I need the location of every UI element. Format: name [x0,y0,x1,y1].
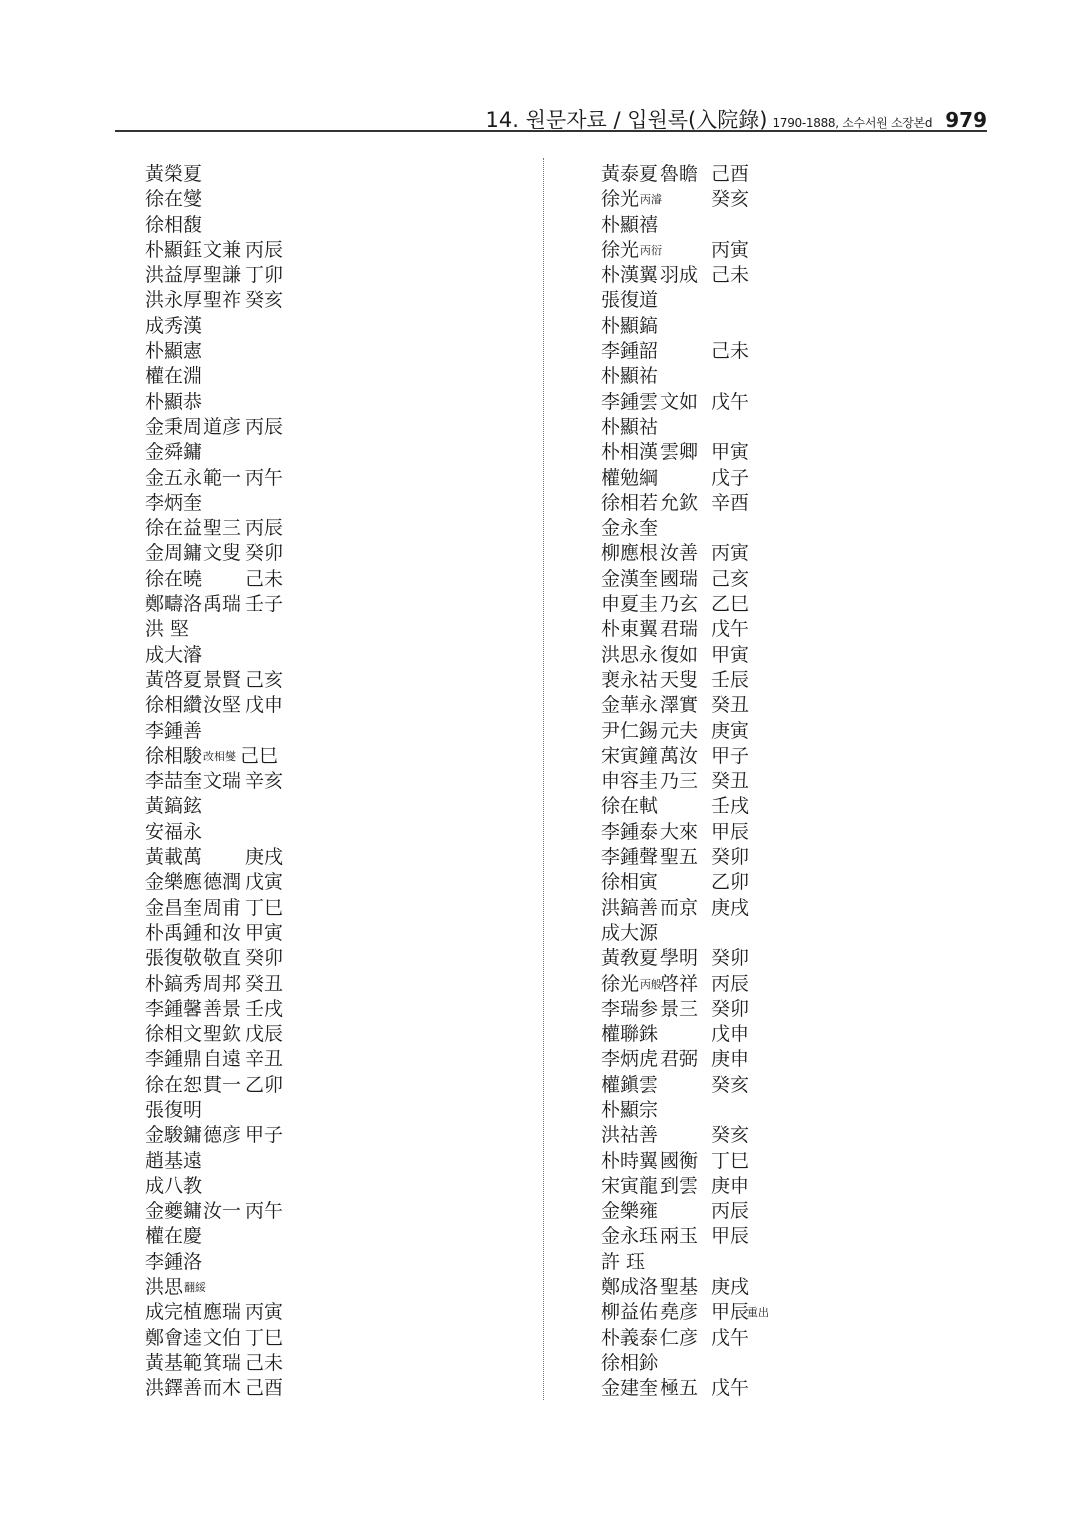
entry-year: 丁巳 [245,1326,284,1349]
entry-name: 朴顯祐 [601,365,659,388]
entry-courtesy-name: 文伯 [203,1326,242,1349]
entry-courtesy-name: 極五 [660,1377,699,1400]
entry-name: 鄭疇洛 [145,593,203,616]
entry-name: 李炳虎 [601,1048,659,1071]
entry-year: 丙寅 [711,542,750,565]
entry-year: 壬子 [245,593,284,616]
entry-name: 李炳奎 [145,491,203,514]
entry-name: 朴顯鈺 [145,238,203,261]
entry-name: 徐相鉩 [601,1351,659,1374]
entry-courtesy-name: 德潤 [203,871,242,894]
entry-year: 己未 [245,567,284,590]
entry-name: 金永珏 [601,1225,659,1248]
entry-year: 甲辰 [711,1225,750,1248]
entry-name: 朴東翼 [601,618,659,641]
entry-name: 徐在恕 [145,1073,203,1096]
entry-name: 張復敬 [145,947,203,970]
entry-name: 黃啓夏 [145,668,203,691]
entry-courtesy-name: 文瑞 [203,770,242,793]
entry-name: 金五永 [145,466,203,489]
entry-name: 金樂應 [145,871,203,894]
entry-year: 癸卯 [711,947,750,970]
entry-year: 甲寅 [711,643,750,666]
entry-note: 翻綏 [184,1281,206,1295]
entry-courtesy-name: 堯彦 [660,1301,699,1324]
entry-courtesy-name: 而京 [660,896,699,919]
entry-year: 癸亥 [711,188,750,211]
entry-name: 李鍾雲 [601,390,659,413]
entry-courtesy-name: 周邦 [203,972,242,995]
entry-year: 戊申 [711,1023,750,1046]
entry-year: 戊申 [245,694,284,717]
entry-name: 黃榮夏 [145,163,203,185]
entry-name: 洪鎬善 [601,896,659,919]
entry-year: 癸卯 [245,542,284,565]
entry-year: 癸丑 [711,770,750,793]
entry-name: 金永奎 [601,517,659,540]
entry-name: 李鍾聲 [601,846,659,869]
entry-year: 丙午 [245,1200,284,1223]
entry-courtesy-name: 禹瑞 [203,593,242,616]
entry-courtesy-name: 聖祚 [203,289,242,312]
running-header [115,104,987,132]
entry-year: 戊午 [711,1326,750,1349]
entry-courtesy-name: 到雲 [660,1174,699,1197]
entry-year: 己未 [711,264,750,287]
entry-courtesy-name: 學明 [660,947,699,970]
entry-name: 柳益佑 [601,1301,659,1324]
entry-name: 朴顯憲 [145,340,203,363]
entry-year: 戊午 [711,1377,750,1400]
entry-name: 徐相文 [145,1023,203,1046]
entry-name: 朴鎬秀 [145,972,203,995]
entry-year: 己未 [245,1351,284,1374]
entry-courtesy-name: 魯瞻 [660,163,699,185]
column-divider [543,158,544,1400]
entry-courtesy-name: 聖五 [660,846,699,869]
entry-name: 黃敎夏 [601,947,659,970]
entry-year: 癸卯 [245,947,284,970]
entry-courtesy-name: 和汝 [203,921,242,944]
entry-name: 宋寅鐘 [601,744,659,767]
entry-year: 甲子 [245,1124,284,1147]
entry-year: 庚戌 [711,896,750,919]
entry-note: 丙濬 [640,193,662,207]
entry-name: 洪思永 [601,643,659,666]
page-number: 979 [945,108,987,132]
entry-courtesy-name: 汝堅 [203,694,242,717]
entry-name: 裵永祜 [601,668,659,691]
entry-courtesy-name: 而木 [203,1377,242,1400]
entry-courtesy-name: 汝一 [203,1200,242,1223]
entry-name: 申夏圭 [601,593,659,616]
entry-name: 金華永 [601,694,659,717]
entry-year: 己亥 [245,668,284,691]
entry-name: 李瑞参 [601,997,659,1020]
entry-year: 辛亥 [245,770,284,793]
entry-year: 癸卯 [711,997,750,1020]
entry-name: 成八教 [145,1174,203,1197]
entry-name: 尹仁錫 [601,719,659,742]
entry-year: 丁巳 [711,1149,750,1172]
entry-courtesy-name: 大來 [660,820,699,843]
section-title: 14. 원문자료 / 입원록(入院錄) [485,108,768,132]
entry-courtesy-name: 道彦 [203,415,242,438]
entry-name: 洪思 [145,1276,184,1299]
entry-name: 徐在曉 [145,567,203,590]
entry-year: 戊辰 [245,1023,284,1046]
entry-courtesy-name: 汝善 [660,542,699,565]
entry-courtesy-name: 天叟 [660,668,699,691]
entry-year: 乙卯 [711,871,750,894]
entry-courtesy-name: 範一 [203,466,242,489]
header-range: 1790-1888, 소수서원 소장본d [772,116,933,130]
entry-note: 改相燮 [203,749,236,763]
entry-year: 丙寅 [245,1301,284,1324]
entry-year: 辛丑 [245,1048,284,1071]
entry-courtesy-name: 澤實 [660,694,699,717]
entry-note: 重出 [747,1306,769,1320]
entry-year: 癸丑 [245,972,284,995]
entry-courtesy-name: 景賢 [203,668,242,691]
entry-year: 甲辰 [711,820,750,843]
entry-year: 丙辰 [245,517,284,540]
entry-year: 庚寅 [711,719,750,742]
entry-year: 己酉 [245,1377,284,1400]
entry-year: 丙辰 [245,238,284,261]
entry-courtesy-name: 復如 [660,643,699,666]
entry-courtesy-name: 允欽 [660,491,699,514]
entry-courtesy-name: 聖謙 [203,264,242,287]
entry-name: 金樂雍 [601,1200,659,1223]
entry-name: 徐光 [601,972,640,995]
entry-name: 洪 堅 [145,618,190,641]
entry-year: 壬辰 [711,668,750,691]
entry-courtesy-name: 自遠 [203,1048,242,1071]
entry-year: 乙巳 [711,593,750,616]
entry-year: 辛酉 [711,491,750,514]
entry-name: 徐光 [601,188,640,211]
entry-year: 甲子 [711,744,750,767]
entry-name: 安福永 [145,820,203,843]
entry-courtesy-name: 聖三 [203,517,242,540]
entry-name: 成大源 [601,921,659,944]
entry-name: 李鍾泰 [601,820,659,843]
entry-name: 李喆奎 [145,770,203,793]
entry-courtesy-name: 雲卿 [660,441,699,464]
entry-year: 壬戌 [245,997,284,1020]
entry-year: 戊午 [711,618,750,641]
entry-note: 丙衍 [640,243,662,257]
entry-name: 金夔鏞 [145,1200,203,1223]
entry-name: 鄭成洛 [601,1276,659,1299]
entry-name: 金舜鏞 [145,441,203,464]
entry-name: 徐相寅 [601,871,659,894]
entry-name: 成秀漢 [145,314,203,337]
entry-name: 黃鎬鉉 [145,795,203,818]
entry-name: 徐在益 [145,517,203,540]
entry-year: 丁卯 [245,264,284,287]
entry-year: 戊寅 [245,871,284,894]
entry-year: 丙辰 [245,415,284,438]
entry-name: 權聯銖 [601,1023,659,1046]
entry-name: 趙基遠 [145,1149,203,1172]
entry-courtesy-name: 仁彦 [660,1326,699,1349]
entry-name: 權在慶 [145,1225,203,1248]
entry-name: 黃泰夏 [601,163,659,185]
entry-year: 甲辰 [711,1301,750,1324]
entry-courtesy-name: 文如 [660,390,699,413]
entry-name: 徐相馥 [145,213,203,236]
entry-name: 朴顯禧 [601,213,659,236]
entry-year: 己亥 [711,567,750,590]
entry-year: 壬戌 [711,795,750,818]
entry-note: 丙般 [640,977,662,991]
entry-year: 癸卯 [711,846,750,869]
entry-name: 朴義泰 [601,1326,659,1349]
entry-name: 張復明 [145,1098,203,1121]
entry-name: 洪鐸善 [145,1377,203,1400]
entry-name: 黃載萬 [145,846,203,869]
entry-name: 徐相若 [601,491,659,514]
entry-name: 徐光 [601,238,640,261]
entry-name: 李鍾韶 [601,340,659,363]
entry-name: 洪永厚 [145,289,203,312]
entry-year: 癸亥 [711,1073,750,1096]
entry-name: 李鍾善 [145,719,203,742]
entry-year: 丙辰 [711,1200,750,1223]
entry-name: 權勉綱 [601,466,659,489]
entry-name: 朴顯宗 [601,1098,659,1121]
entry-year: 戊子 [711,466,750,489]
entry-name: 朴相漢 [601,441,659,464]
entry-courtesy-name: 應瑞 [203,1301,242,1324]
entry-name: 李鍾洛 [145,1250,203,1273]
entry-year: 己酉 [711,163,750,185]
entry-year: 庚戌 [711,1276,750,1299]
entry-name: 權在淵 [145,365,203,388]
entry-year: 庚申 [711,1048,750,1071]
entry-year: 癸亥 [245,289,284,312]
entry-name: 朴顯鎬 [601,314,659,337]
entry-year: 癸亥 [711,1124,750,1147]
entry-courtesy-name: 德彦 [203,1124,242,1147]
entry-name: 徐相駿 [145,744,203,767]
entry-courtesy-name: 兩玉 [660,1225,699,1248]
entry-courtesy-name: 國衡 [660,1149,699,1172]
entry-name: 洪祜善 [601,1124,659,1147]
entry-name: 成大濬 [145,643,203,666]
entry-courtesy-name: 國瑞 [660,567,699,590]
entry-name: 徐在軾 [601,795,659,818]
entry-courtesy-name: 箕瑞 [203,1351,242,1374]
entry-name: 宋寅龍 [601,1174,659,1197]
entry-year: 丙午 [245,466,284,489]
entry-courtesy-name: 元夫 [660,719,699,742]
entry-name: 成完植 [145,1301,203,1324]
entry-name: 洪益厚 [145,264,203,287]
entry-name: 朴漢翼 [601,264,659,287]
entry-name: 金漢奎 [601,567,659,590]
entry-year: 己未 [711,340,750,363]
entry-name: 權鎭雲 [601,1073,659,1096]
entry-name: 許 珏 [601,1250,646,1273]
entry-name: 徐在燮 [145,188,203,211]
entry-courtesy-name: 景三 [660,997,699,1020]
entry-courtesy-name: 貫一 [203,1073,242,1096]
entry-courtesy-name: 君瑞 [660,618,699,641]
entry-name: 李鍾鼎 [145,1048,203,1071]
entry-courtesy-name: 乃玄 [660,593,699,616]
entry-courtesy-name: 乃三 [660,770,699,793]
entry-year: 己巳 [240,744,279,767]
entry-year: 癸丑 [711,694,750,717]
entry-year: 庚戌 [245,846,284,869]
entry-name: 朴顯祜 [601,415,659,438]
entry-courtesy-name: 羽成 [660,264,699,287]
entry-name: 鄭會逵 [145,1326,203,1349]
entry-year: 甲寅 [711,441,750,464]
entry-courtesy-name: 聖基 [660,1276,699,1299]
entry-name: 金昌奎 [145,896,203,919]
entry-name: 黃基範 [145,1351,203,1374]
entry-courtesy-name: 聖欽 [203,1023,242,1046]
entry-year: 戊午 [711,390,750,413]
entry-courtesy-name: 萬汝 [660,744,699,767]
entry-year: 丙寅 [711,238,750,261]
entry-name: 申容圭 [601,770,659,793]
entry-year: 庚申 [711,1174,750,1197]
entry-year: 甲寅 [245,921,284,944]
entry-name: 柳應根 [601,542,659,565]
entry-year: 乙卯 [245,1073,284,1096]
entry-courtesy-name: 文兼 [203,238,242,261]
entry-courtesy-name: 周甫 [203,896,242,919]
entry-name: 金周鏞 [145,542,203,565]
entry-courtesy-name: 啓祥 [660,972,699,995]
entry-courtesy-name: 善景 [203,997,242,1020]
entry-name: 朴顯恭 [145,390,203,413]
entry-courtesy-name: 敬直 [203,947,242,970]
entry-courtesy-name: 文叟 [203,542,242,565]
entry-year: 丙辰 [711,972,750,995]
entry-name: 徐相纘 [145,694,203,717]
entry-name: 金秉周 [145,415,203,438]
entry-courtesy-name: 君弼 [660,1048,699,1071]
entry-name: 李鍾馨 [145,997,203,1020]
entry-name: 張復道 [601,289,659,312]
entry-name: 金建奎 [601,1377,659,1400]
entry-name: 朴時翼 [601,1149,659,1172]
entry-name: 金駿鏞 [145,1124,203,1147]
entry-year: 丁巳 [245,896,284,919]
entry-name: 朴禹鍾 [145,921,203,944]
